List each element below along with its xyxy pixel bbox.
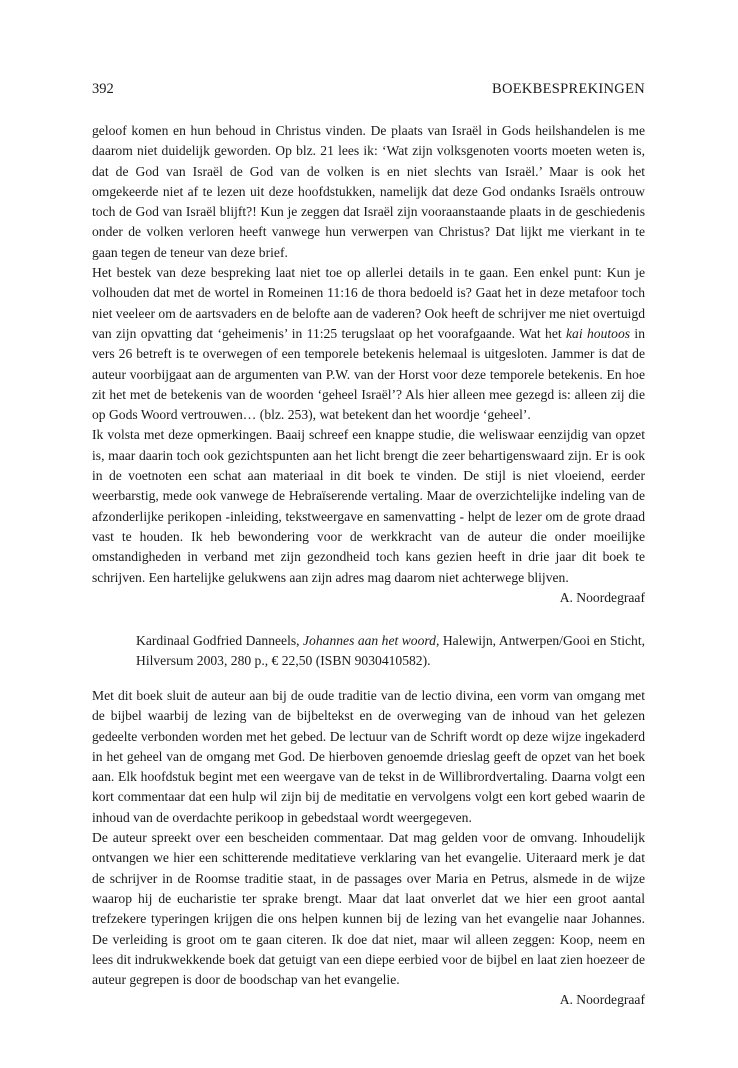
review-1-paragraph-1: geloof komen en hun behoud in Christus vinden. De plaats van Israël in Gods heilshandelen is me daarom niet duidelijk geworden. Op blz. 21 lees ik: ‘Wat zijn volksgenoten voorts moeten weten is, dat de God van Israël de God van de volken is en niet slechts van Israël.’ Maar is ook het omgekeerde niet af te lezen uit deze hoofdstukken, namelijk dat deze God ondanks Israëls ontrouw toch de God van Israël blijft?! Kun je zeggen dat Israël zijn vooraanstaande plaats in de geschiedenis onder de volken verloren heeft vanwege hun verwerpen van Christus? Dat lijkt me vierkant in te gaan tegen de teneur van deze brief. [92,123,645,260]
biblio-author: Kardinaal Godfried Danneels, [136,633,304,648]
bibliographic-entry [136,631,645,672]
review-1-paragraph-2 [92,263,645,425]
review-2-paragraph-1: Met dit boek sluit de auteur aan bij de oude traditie van de lectio divina, een vorm van omgang met de bijbel waarbij de lezing van de bijbeltekst en de overweging van de inhoud van het gelezen gedeelte verbonden worden met het gebed. De lectuur van de Schrift wordt op deze wijze ingekaderd in het geheel van de omgang met God. De hierboven genoemde drieslag geeft de opzet van het boek aan. Elk hoofdstuk begint met een weergave van de tekst in de Willibrordvertaling. Daarna volgt een kort commentaar dat een hulp wil zijn bij de meditatie en vervolgens volgt een kort gebed waarin de inhoud van de overdachte perikoop in gebedstaal wordt weergegeven. [92,688,645,825]
review-2-paragraph-2: De auteur spreekt over een bescheiden commentaar. Dat mag gelden voor de omvang. Inhoudelijk ontvangen we hier een schitterende meditatieve verklaring van het evangelie. Uiteraard merk je dat de schrijver in de Roomse traditie staat, in de passages over Maria en Petrus, alsmede in de wijze waarop hij de eucharistie ter sprake brengt. Maar dat laat onverlet dat we hier een groot aantal trefzekere typeringen krijgen die ons helpen kunnen bij de lezing van het evangelie naar Johannes. De verleiding is groot om te gaan citeren. Ik doe dat niet, maar wil alleen zeggen: Koop, neem en lees dit indrukwekkende boek dat getuigt van een diepe eerbied voor de bijbel en laat zien hoezeer de auteur gegrepen is door de boodschap van het evangelie. [92,830,645,988]
running-title: BOEKBESPREKINGEN [491,81,645,97]
review-1-paragraph-3: Ik volsta met deze opmerkingen. Baaij schreef een knappe studie, die weliswaar eenzijdig van opzet is, maar daarin toch ook gezichtspunten aan het licht brengt die zeer behartigenswaard zijn. Er is ook in de voetnoten een schat aan materiaal in dit boek te vinden. De stijl is niet vloeiend, eerder weerbarstig, mede ook vanwege de Hebraïserende vertaling. Maar de overzichtelijke indeling van de afzonderlijke perikopen -inleiding, tekstweergave en samenvatting - helpt de lezer om de grote draad vast te houden. Ik heb bewondering voor de werkkracht van de auteur die onder moeilijke omstandigheden in verband met zijn gezondheid toch kans gezien heeft in drie jaar dit boek te schrijven. Een hartelijke gelukwens aan zijn adres mag daarom niet achterwege blijven. [92,427,645,585]
review-2 [92,686,645,1011]
review-1-signature: A. Noordegraaf [559,589,645,605]
biblio-details: , Halewijn, Antwerpen/Gooi en Sticht, Hilversum 2003, 280 p., € 22,50 (ISBN 9030410582). [136,633,645,669]
page-header [92,80,645,98]
review-1 [92,121,645,608]
greek-term: kai houtoos [566,325,631,341]
review-1-paragraph-2-part-a: Het bestek van deze bespreking laat niet toe op allerlei details in te gaan. Een enkel punt: Kun je volhouden dat met de wortel in Romeinen 11:16 de thora bedoeld is? Gaat het in deze metafoor toch niet veeleer om de aartsvaders en de belofte aan de vaderen? Ook heeft de schrijver me niet overtuigd van zijn opvatting dat ‘geheimenis’ in 11:25 terugslaat op het voorafgaande. Wat het [92,265,645,341]
review-1-paragraph-2-part-b: in vers 26 betreft is te overwegen of een temporele betekenis helemaal is uitgesloten. Jammer is dat de auteur voorbijgaat aan de argumenten van P.W. van der Horst voor deze temporele betekenis. En hoe zit het met de betekenis van de woorden ‘geheel Israël’? Als hier alleen mee gezegd is: alleen zij die op Gods Woord vertrouwen… (blz. 253), wat betekent dan het woordje ‘geheel’. [92,325,645,423]
review-2-bibliography [92,631,645,672]
page-number: 392 [92,81,114,97]
review-2-signature: A. Noordegraaf [559,992,645,1008]
biblio-title: Johannes aan het woord [303,633,436,648]
